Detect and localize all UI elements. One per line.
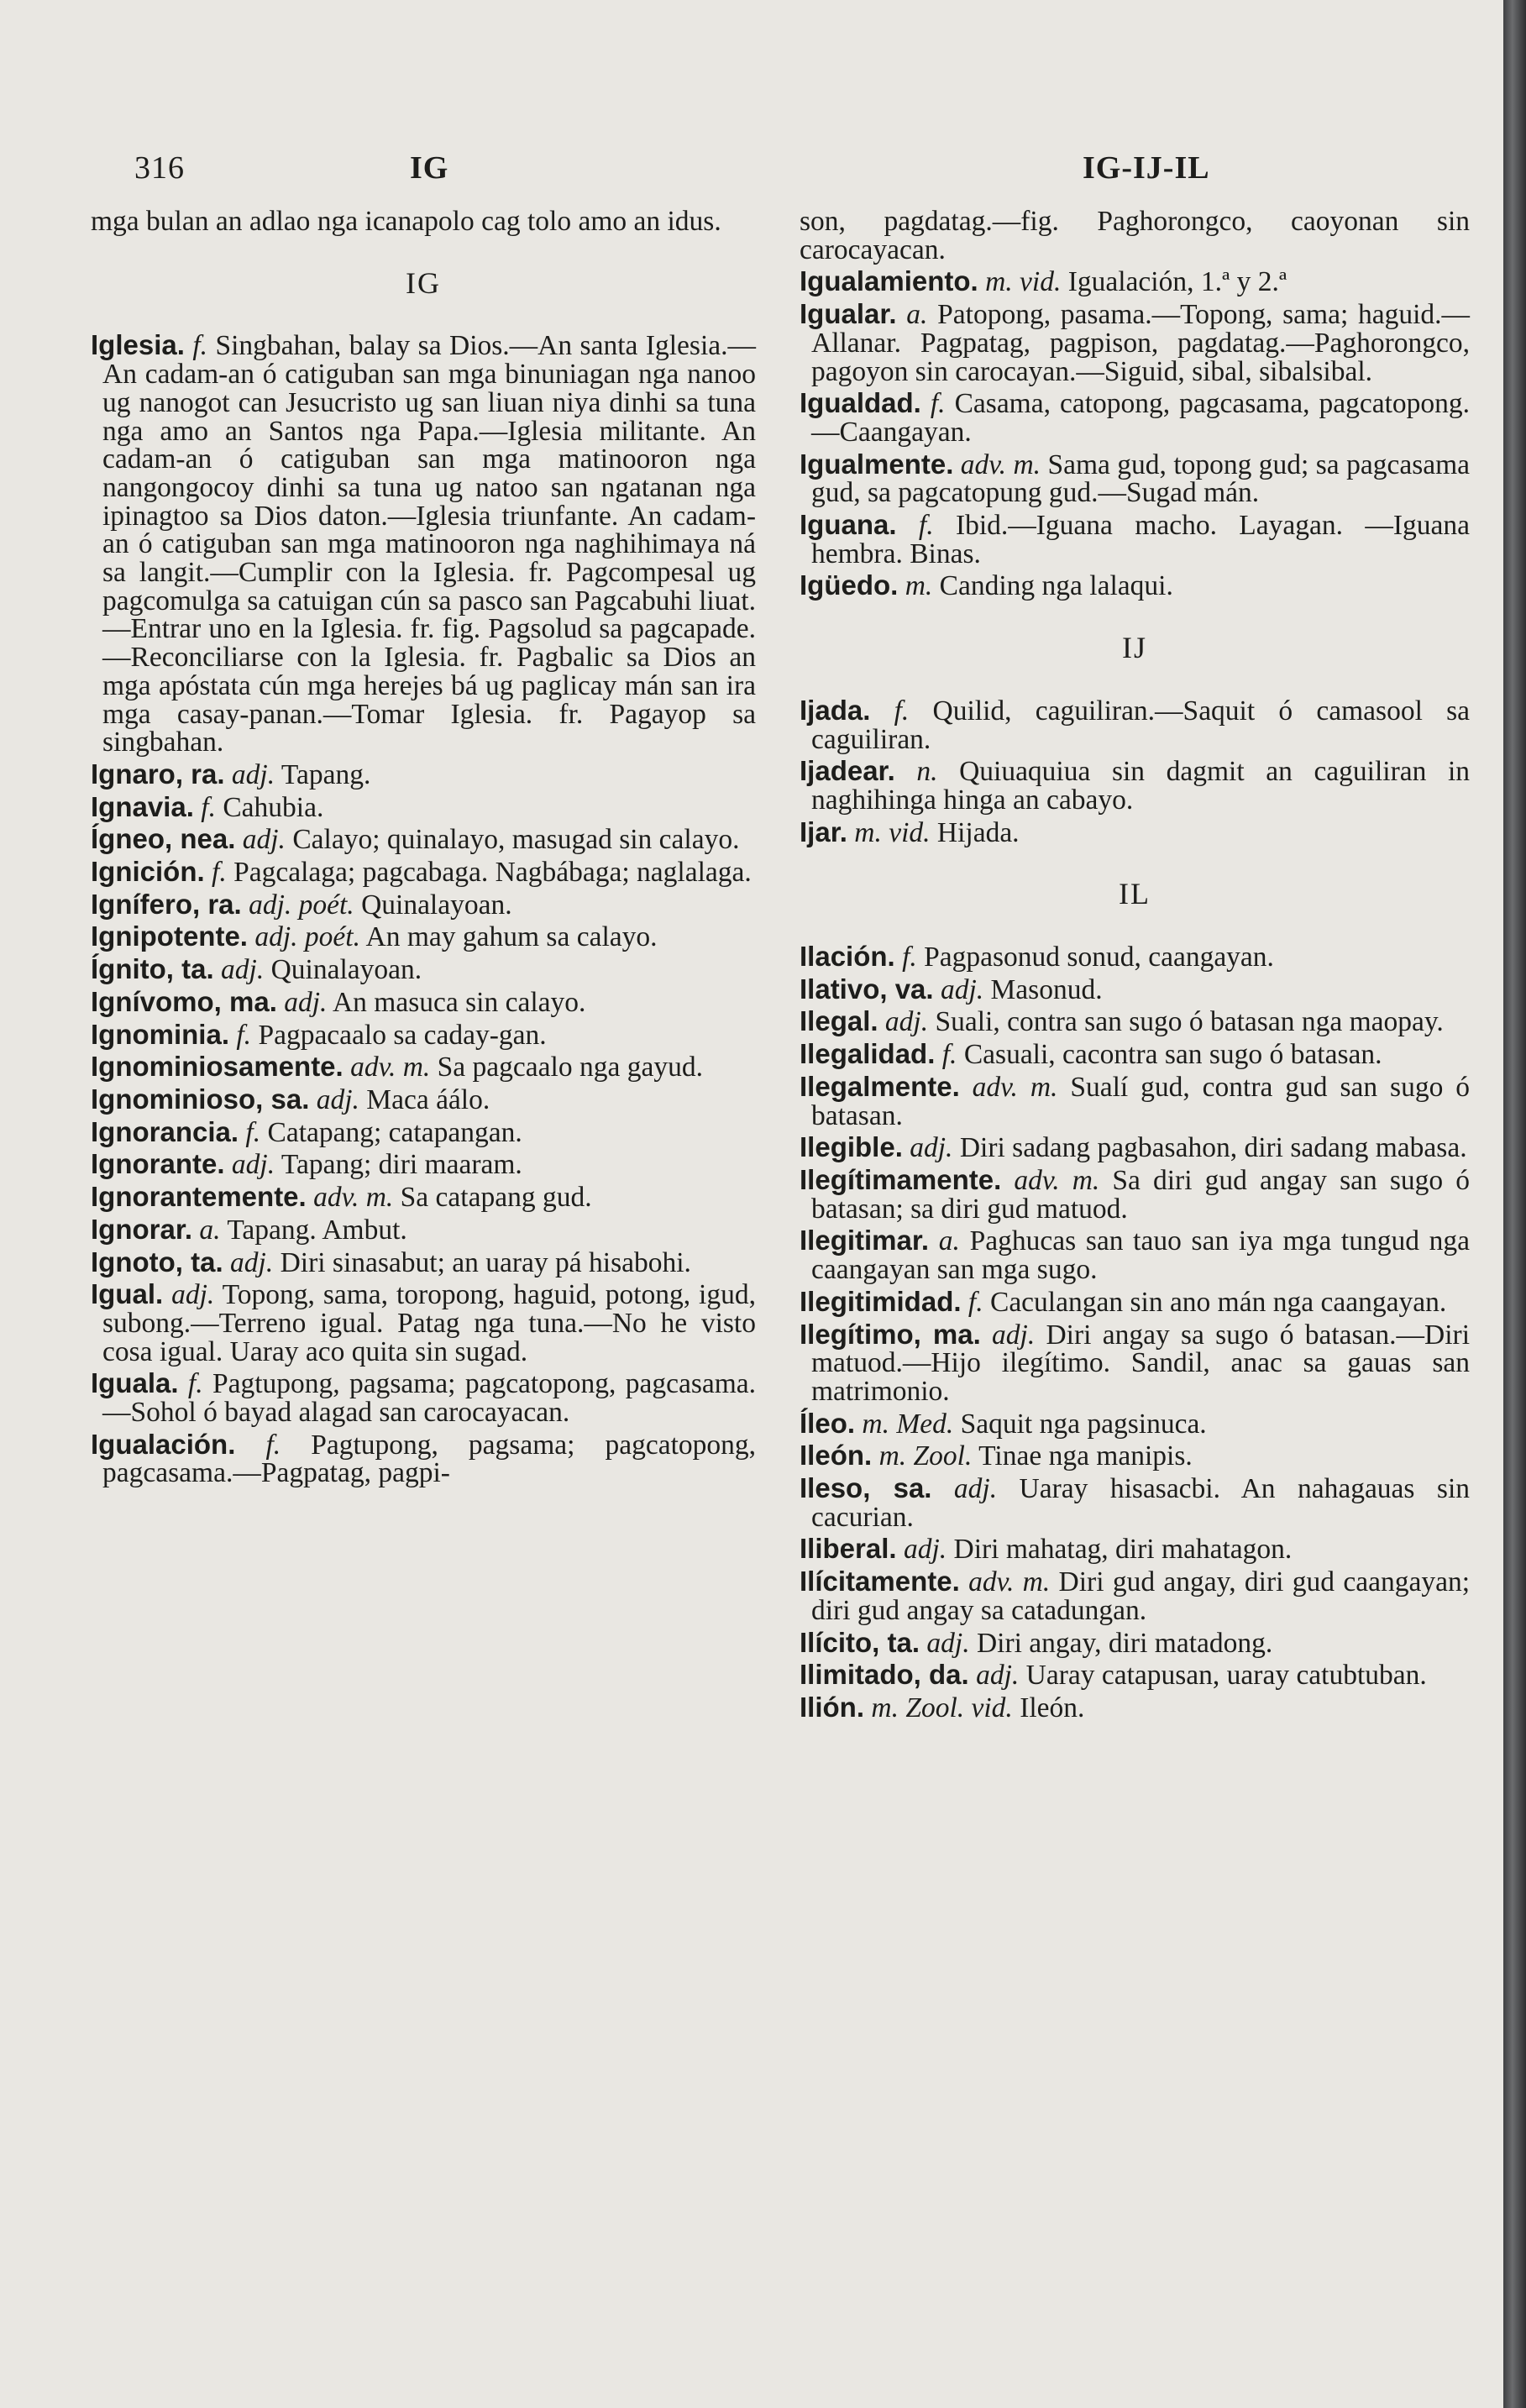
grammar-abbreviation: f. [245, 1116, 261, 1148]
headword: Ilegalidad. [800, 1038, 936, 1070]
grammar-abbreviation: adj. [221, 954, 265, 986]
grammar-abbreviation: adj. poét. [249, 889, 354, 921]
headword: Igualación. [91, 1428, 236, 1460]
grammar-abbreviation: f. [918, 510, 934, 542]
dictionary-entry [91, 890, 756, 920]
dictionary-entry [800, 696, 1470, 753]
headword: Ilegítimo, ma. [800, 1318, 981, 1350]
definition: Patopong, pasama.—Topong, sama; haguid.—Allanar. Pagpatag, pagpison, pagdatag.—Paghorongco, pagoyon sin carocayan.—Siguid, sibal, sibalsibal. [811, 299, 1471, 387]
headword: Igual. [91, 1278, 164, 1310]
headword: Ijar. [800, 816, 847, 847]
grammar-abbreviation: a. [906, 299, 928, 331]
definition: Diri sadang pagbasahon, diri sadang mabasa. [959, 1132, 1467, 1164]
grammar-abbreviation: n. [916, 756, 938, 788]
headword: Ilícito, ta. [800, 1626, 920, 1658]
dictionary-entry [800, 511, 1470, 568]
definition: Ileón. [1020, 1692, 1085, 1723]
headword: Ignívomo, ma. [91, 985, 277, 1017]
grammar-abbreviation: adv. m. [350, 1052, 431, 1083]
grammar-abbreviation: m. Zool. vid. [871, 1692, 1013, 1723]
headword: Ignorantemente. [91, 1181, 307, 1213]
headword: Íleo. [800, 1407, 856, 1439]
definition: Tapang. [281, 758, 371, 790]
headword: Ignorancia. [91, 1115, 239, 1147]
headword: Iliberal. [800, 1533, 897, 1565]
dictionary-entry [91, 955, 756, 984]
grammar-abbreviation: adj. [992, 1319, 1036, 1351]
definition: Ibid.—Iguana macho. Layagan. —Iguana hembra. Binas. [811, 510, 1470, 569]
definition: Pagpasonud sonud, caangayan. [924, 942, 1274, 973]
headword: Ilegítimamente. [800, 1163, 1002, 1195]
definition: An may gahum sa calayo. [365, 921, 658, 953]
headword: Igualmente. [800, 448, 954, 480]
grammar-abbreviation: adj. [976, 1660, 1020, 1692]
definition: An masuca sin calayo. [332, 986, 586, 1018]
grammar-abbreviation: f. [941, 1039, 957, 1071]
dictionary-entry [800, 1660, 1470, 1690]
definition: Sa diri gud angay san sugo ó batasan; sa diri gud matuod. [811, 1164, 1470, 1225]
definition: Tapang. Ambut. [227, 1214, 407, 1246]
grammar-abbreviation: f. [212, 857, 227, 889]
dictionary-entry [800, 1040, 1470, 1069]
grammar-abbreviation: adj. [171, 1279, 215, 1311]
definition: Quinalayoan. [270, 954, 422, 986]
definition: Diri sinasabut; an uaray pá hisabohi. [280, 1246, 691, 1278]
headword: Ígneo, nea. [91, 823, 236, 855]
page-header [0, 150, 1503, 191]
section-heading: IL [1119, 877, 1151, 911]
right-column [800, 207, 1470, 1726]
headword: Ilícitamente. [800, 1566, 960, 1597]
dictionary-entry [91, 1280, 756, 1366]
book-edge [1503, 0, 1526, 2408]
entry-continuation: son, pagdatag.—fig. Paghorongco, caoyonan sin carocayacan. [800, 206, 1470, 265]
headword: Ignaro, ra. [91, 758, 225, 790]
grammar-abbreviation: adv. m. [972, 1071, 1058, 1103]
definition: Uaray catapusan, uaray catubtuban. [1025, 1660, 1427, 1692]
grammar-abbreviation: adj. [903, 1534, 947, 1566]
right-guide-word: IG-IJ-IL [1083, 150, 1210, 186]
definition: Igualación, 1.ª y 2.ª [1067, 266, 1287, 298]
grammar-abbreviation: adv. m. [1014, 1164, 1100, 1196]
dictionary-entry [91, 1020, 756, 1050]
definition: Caculangan sin ano mán nga caangayan. [989, 1286, 1447, 1318]
definition: Diri gud angay, diri gud caangayan; diri gud angay sa catadungan. [811, 1566, 1471, 1626]
dictionary-entry [91, 1367, 757, 1429]
grammar-abbreviation: adj. [953, 1473, 998, 1505]
dictionary-entry [800, 1441, 1470, 1471]
headword: Ilión. [800, 1691, 864, 1723]
headword: Ileso, sa. [800, 1472, 932, 1504]
grammar-abbreviation: adv. m. [968, 1566, 1051, 1598]
dictionary-entry [800, 1474, 1470, 1531]
headword: Ignorante. [91, 1148, 225, 1180]
definition: Pagpacaalo sa caday-gan. [258, 1019, 547, 1051]
definition: Hijada. [936, 816, 1020, 848]
grammar-abbreviation: f. [968, 1286, 983, 1318]
definition: Catapang; catapangan. [267, 1116, 522, 1148]
headword: Ilegitimar. [800, 1225, 930, 1256]
dictionary-entry [800, 1225, 1471, 1286]
grammar-abbreviation: adj. [910, 1132, 953, 1164]
entry-continuation: mga bulan an adlao nga icanapolo cag tolo amo an idus. [91, 206, 721, 237]
dictionary-entry [800, 1409, 1470, 1439]
left-column [91, 207, 756, 1491]
headword: Ignominioso, sa. [91, 1083, 310, 1115]
dictionary-entry [91, 790, 756, 823]
page-number: 316 [134, 150, 185, 186]
definition: Paghucas san tauo san iya mga tungud nga caangayan san mga sugo. [811, 1225, 1471, 1286]
grammar-abbreviation: m. Med. [862, 1408, 954, 1440]
grammar-abbreviation: m. vid. [985, 266, 1062, 298]
definition: Sa pagcaalo nga gayud. [437, 1052, 703, 1083]
definition: Saquit nga pagsinuca. [960, 1408, 1207, 1440]
definition: Canding nga lalaqui. [939, 570, 1173, 602]
dictionary-entry [800, 300, 1470, 386]
definition: Maca áálo. [366, 1083, 490, 1115]
grammar-abbreviation: f. [192, 330, 208, 362]
grammar-abbreviation: adj. [284, 986, 328, 1018]
grammar-abbreviation: a. [938, 1225, 960, 1257]
dictionary-entry [800, 1133, 1470, 1162]
grammar-abbreviation: adj. [316, 1083, 359, 1115]
dictionary-entry [800, 389, 1470, 446]
grammar-abbreviation: f. [902, 942, 917, 973]
definition: Casuali, cacontra san sugo ó batasan. [963, 1039, 1382, 1071]
definition: Tapang; diri maaram. [281, 1149, 522, 1181]
dictionary-entry [800, 1626, 1470, 1659]
dictionary-entry [91, 1215, 756, 1245]
dictionary-entry [91, 1430, 756, 1487]
definition: Pagtupong, pagsama; pagcatopong, pagcasama.—Sohol ó bayad alagad san carocayacan. [102, 1368, 757, 1429]
headword: Ilegal. [800, 1005, 878, 1037]
dictionary-entry [91, 1150, 756, 1179]
headword: Igualar. [800, 298, 897, 330]
definition: Pagtupong, pagsama; pagcatopong, pagcasama.—Pagpatag, pagpi- [102, 1429, 757, 1489]
dictionary-entry [91, 1183, 756, 1212]
headword: Ignipotente. [91, 921, 248, 952]
definition: Cahubia. [223, 791, 324, 823]
headword: Ignífero, ra. [91, 888, 242, 920]
headword: Ígnito, ta. [91, 953, 214, 985]
dictionary-entry [800, 757, 1470, 814]
dictionary-entry [800, 942, 1470, 972]
dictionary-entry [800, 1535, 1470, 1564]
headword: Ilación. [800, 941, 895, 973]
headword: Ilativo, va. [800, 973, 934, 1005]
headword: Iguala. [91, 1367, 179, 1399]
definition: Casama, catopong, pagcasama, pagcatopong.—Caangayan. [811, 388, 1471, 448]
headword: Ijada. [800, 694, 871, 726]
headword: Ignorar. [91, 1213, 193, 1245]
grammar-abbreviation: adv. m. [960, 449, 1041, 480]
grammar-abbreviation: a. [199, 1214, 221, 1246]
grammar-abbreviation: f. [236, 1019, 252, 1051]
grammar-abbreviation: m. vid. [854, 816, 931, 848]
definition: Uaray hisasacbi. An nahagauas sin cacurian. [811, 1473, 1470, 1533]
definition: Sama gud, topong gud; sa pagcasama gud, sa pagcatopung gud.—Sugad mán. [811, 449, 1471, 509]
section-heading: IJ [1122, 631, 1147, 665]
headword: Ignavia. [91, 790, 194, 822]
headword: Ignominiosamente. [91, 1051, 343, 1083]
dictionary-entry [91, 1248, 756, 1277]
dictionary-entry [800, 1285, 1470, 1318]
grammar-abbreviation: adj. poét. [254, 921, 360, 953]
dictionary-entry [91, 1052, 756, 1082]
section-heading: IG [406, 265, 441, 300]
dictionary-entry [800, 1007, 1470, 1036]
grammar-abbreviation: adj. [926, 1627, 970, 1659]
dictionary-entry [91, 1115, 756, 1148]
headword: Iglesia. [91, 329, 185, 361]
dictionary-entry [800, 267, 1470, 296]
grammar-abbreviation: f. [930, 388, 946, 420]
grammar-abbreviation: adj. [940, 973, 984, 1005]
headword: Ignición. [91, 856, 205, 888]
headword: Ileón. [800, 1440, 873, 1472]
headword: Ignoto, ta. [91, 1246, 223, 1277]
dictionary-entry [800, 1693, 1470, 1723]
dictionary-entry [91, 985, 756, 1018]
headword: Ilegalmente. [800, 1070, 960, 1102]
headword: Iguana. [800, 509, 897, 541]
definition: Singbahan, balay sa Dios.—An santa Iglesia.—An cadam-an ó catiguban san mga binuniagan nga nanoo ug nanogot can Jesucristo ug san liuan niya dinhi sa tuna nga amo an Santos nga Papa.—Iglesia militante. An cadam-an ó catiguban san mga matinooron nga nangongocoy dinhi sa tuna ug natoo san ngatanan nga ipinagtoo sa Dios daton.—Iglesia triunfante. An cadam-an ó catiguban san mga matinooron nga naghihimaya ná sa langit.—Cumplir con la Iglesia. fr. Pagcompesal ug pagcomulga sa catuigan cún sa pasco san Pagcabuhi liuat.—Entrar uno en la Iglesia. fr. fig. Pagsolud sa pagcapade.—Reconciliarse con la Iglesia. fr. Pagbalic sa Dios an mga apóstata cún mga herejes bá ug paglicay mán san ira mga casay-panan.—Tomar Iglesia. fr. Pagayop sa singbahan. [102, 330, 756, 758]
dictionary-entry [800, 818, 1470, 847]
grammar-abbreviation: m. [905, 570, 933, 602]
grammar-abbreviation: m. Zool. [878, 1440, 973, 1472]
definition: Calayo; quinalayo, masugad sin calayo. [292, 824, 740, 856]
grammar-abbreviation: f. [201, 791, 216, 823]
dictionary-entry [800, 450, 1470, 507]
definition: Topong, sama, toropong, haguid, potong, igud, subong.—Terreno igual. Patag nga tuna.—No he visto cosa igual. Uaray aco quita sin sugad. [102, 1279, 756, 1367]
dictionary-entry [800, 1320, 1470, 1406]
definition: Sualí gud, contra gud san sugo ó batasan. [811, 1071, 1470, 1131]
dictionary-entry [91, 331, 756, 757]
definition: Tinae nga manipis. [978, 1440, 1193, 1472]
definition: Diri angay sa sugo ó batasan.—Diri matuod.—Hijo ilegítimo. Sandil, anac sa gauas san matrimonio. [811, 1319, 1470, 1407]
grammar-abbreviation: adj. [231, 1149, 275, 1181]
grammar-abbreviation: adj. [884, 1006, 929, 1038]
definition: Quiuaquiua sin dagmit an caguiliran in naghihinga hinga an cabayo. [811, 756, 1471, 816]
dictionary-entry [800, 571, 1470, 601]
headword: Ijadear. [800, 755, 895, 787]
headword: Igualamiento. [800, 265, 978, 297]
grammar-abbreviation: f. [265, 1429, 281, 1461]
definition: Pagcalaga; pagcabaga. Nagbábaga; naglalaga. [233, 857, 752, 889]
dictionary-entry [800, 1070, 1470, 1131]
dictionary-entry [91, 858, 756, 887]
grammar-abbreviation: f. [187, 1368, 203, 1400]
grammar-abbreviation: adj. [231, 758, 275, 790]
dictionary-entry [91, 825, 756, 854]
definition: Masonud. [990, 973, 1103, 1005]
dictionary-entry [800, 1163, 1470, 1225]
grammar-abbreviation: adv. m. [313, 1182, 394, 1214]
definition: Sa catapang gud. [400, 1182, 592, 1214]
headword: Igualdad. [800, 387, 921, 419]
headword: Ilegitimidad. [800, 1285, 962, 1317]
definition: Diri angay, diri matadong. [976, 1627, 1273, 1659]
headword: Ilegible. [800, 1131, 903, 1163]
headword: Ignominia. [91, 1018, 229, 1050]
grammar-abbreviation: adj. [230, 1246, 274, 1278]
dictionary-entry [91, 760, 756, 790]
headword: Ilimitado, da. [800, 1659, 969, 1691]
definition: Suali, contra san sugo ó batasan nga maopay. [935, 1006, 1444, 1038]
left-guide-word: IG [410, 150, 449, 186]
dictionary-entry [91, 922, 756, 952]
dictionary-entry [800, 975, 1470, 1005]
dictionary-entry [91, 1085, 756, 1115]
grammar-abbreviation: adj. [242, 824, 286, 856]
definition: Quilid, caguiliran.—Saquit ó camasool sa caguiliran. [811, 695, 1471, 755]
grammar-abbreviation: f. [894, 695, 910, 727]
definition: Diri mahatag, diri mahatagon. [953, 1534, 1293, 1566]
headword: Igüedo. [800, 569, 899, 601]
dictionary-entry [800, 1567, 1470, 1624]
definition: Quinalayoan. [361, 889, 512, 921]
